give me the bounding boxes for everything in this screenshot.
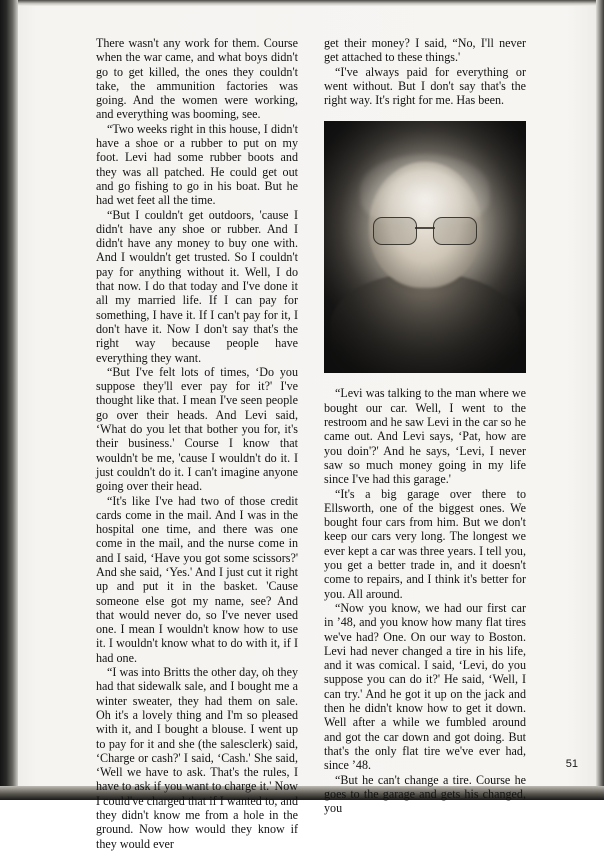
paragraph: “Levi was talking to the man where we bought our car. Well, I went to the restroom and he saw Levi in the car so he came out. And Levi says, ‘Pat, how are you doin'?' And he says, ‘Levi, I never saw so much money going in my life since I've had this garage.' (324, 386, 526, 487)
paragraph: “Two weeks right in this house, I didn't have a shoe or a rubber to put on my foot. Levi had some rubber boots and they was all patched. He could get out and go fishing to go in his boat. But he had wet feet all the time. (96, 121, 298, 208)
paragraph: “I've always paid for everything or went without. But I don't say that's the right way. It's right for me. Has been. (324, 64, 526, 108)
paragraph: “It's like I've had two of those credit cards come in the mail. And I was in the hospital one time, and there was one come in the mail, and the nurse come in and I said, ‘Have you got some scissors?' And she said, ‘Yes.' And I just cut it right up and put it in the basket. 'Cause someone else got my name, see? And that would never do, so I've never used one. I mean I wouldn't know how to use it. I wouldn't know what to do with it, if I had one. (96, 493, 298, 665)
paragraph: “But I've felt lots of times, ‘Do you suppose they'll ever pay for it?' I've thought like that. I mean I've seen people go over their heads. And Levi said, ‘What do you let that bother you for, it's their business.' Course I know that wouldn't be me, 'cause I wouldn't do it. I just couldn't do it. I can't imagine anyone going over their head. (96, 364, 298, 494)
paragraph: “But I couldn't get outdoors, 'cause I didn't have any shoe or rubber. And I didn't have any money to buy one with. And I wouldn't get trusted. So I couldn't pay for anything without it. Well, I do that now. I do that today and I've done it all my married life. If I can pay for something, I have it. If I can't pay for it, I don't have it. Now I don't say that's the right way because people have everything they want. (96, 207, 298, 365)
two-column-layout (96, 36, 526, 851)
scan-edge-right (596, 0, 604, 800)
scan-edge-left (0, 0, 18, 800)
paragraph: “Now you know, we had our first car in ’48, and you know how many flat tires we've had? One. On our way to Boston. Levi had never changed a tire in his life, and it was comical. I said, ‘Levi, do you suppose you can do it?' He said, ‘Well, I can try.' And he got it up on the jack and then he didn't know how to get it down. Well after a while we fumbled around and got the car down and got doing. But that's the only flat tire we've ever had, since ’48. (324, 600, 526, 773)
paragraph: get their money? I said, “No, I'll never get attached to these things.' (324, 36, 526, 65)
page-content (96, 36, 526, 851)
portrait-photo (324, 121, 526, 373)
page-number: 51 (565, 758, 578, 770)
left-column (96, 36, 298, 851)
paragraph: “I was into Britts the other day, oh they had that sidewalk sale, and I bought me a winter sweater, they had them on sale. Oh it's a lovely thing and I'm so pleased with it, and I bought a blouse. I went up to pay for it and she (the salesclerk) said, ‘Charge or cash?' I said, ‘Cash.' She said, ‘Well we have to ask. That's the rules, I have to ask if you want to charge it.' Now I could've charged that if I wanted to, and they didn't know me from a hole in the ground. Now how would they know if they would ever (96, 665, 298, 851)
photo-vignette (324, 121, 526, 373)
paragraph: “But he can't change a tire. Course he goes to the garage and gets his changed, you (324, 772, 526, 816)
paragraph: There wasn't any work for them. Course when the war came, and what boys didn't go to get killed, the ones they couldn't take, the ammunition factories was going. And the women were working, and everything was booming, see. (96, 36, 298, 122)
scan-edge-top (0, 0, 604, 6)
paragraph: “It's a big garage over there to Ellsworth, one of the biggest ones. We bought four cars from him. But we don't keep our cars very long. The longest we ever kept a car was three years. I tell you, you get a better trade in, and it doesn't come to repairs, and I think it's better for you. All around. (324, 486, 526, 601)
right-column (324, 36, 526, 851)
